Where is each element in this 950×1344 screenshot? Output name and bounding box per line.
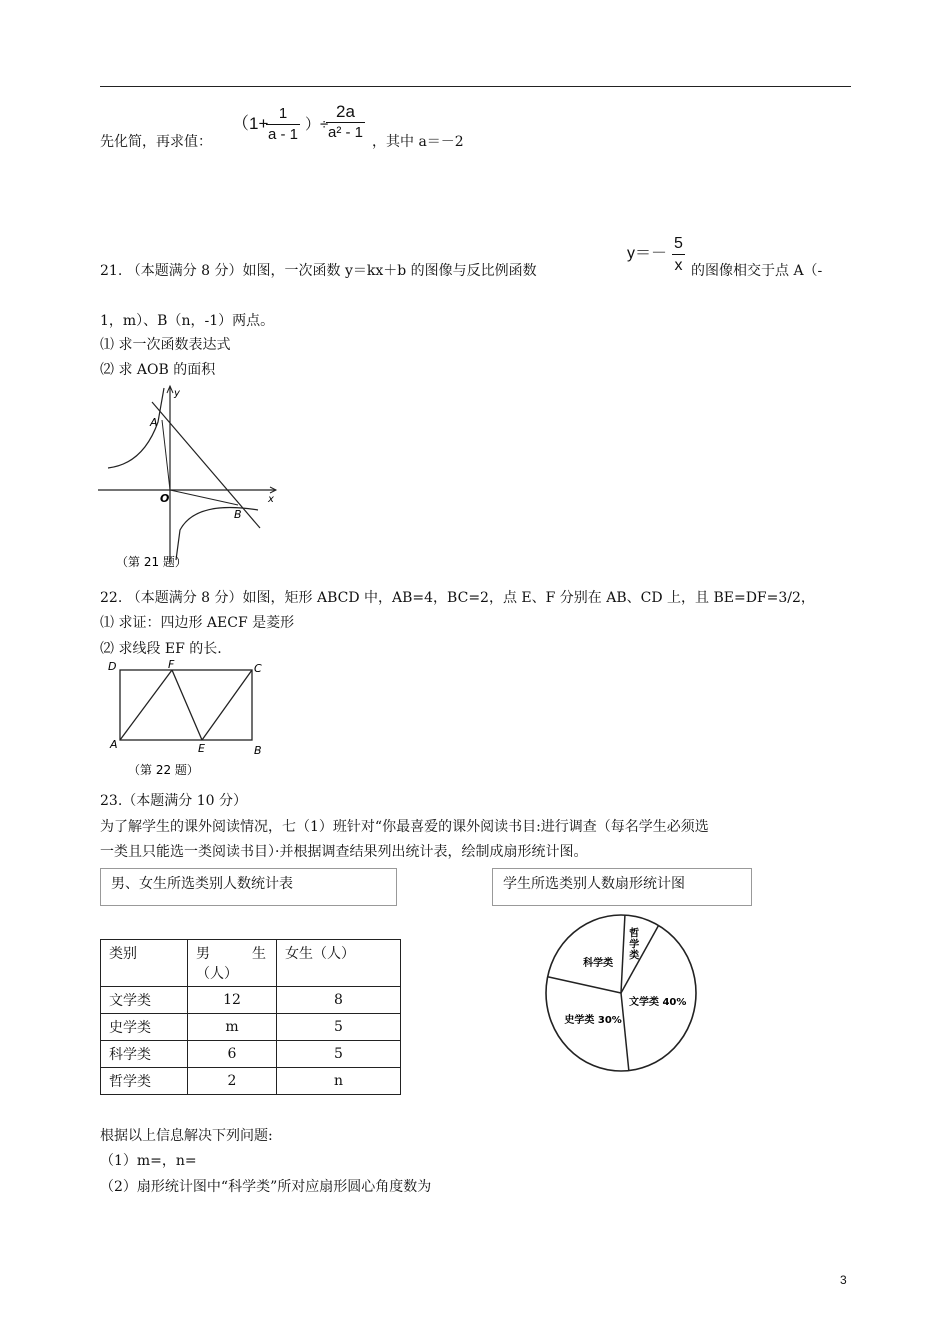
q21-sub1: ⑴ 求一次函数表达式 — [100, 337, 231, 353]
header-male-a: 男 — [196, 946, 210, 962]
q21-func-den: x — [674, 257, 683, 274]
q23-pie-caption: 学生所选类别人数扇形统计图 — [492, 868, 752, 906]
q20-frac1 — [266, 104, 300, 145]
q20-frac2 — [326, 102, 365, 143]
header-male — [188, 940, 277, 987]
q23-title: 23.（本题满分 10 分） — [100, 793, 247, 809]
table-row — [101, 987, 401, 1014]
q22-label-B: B — [254, 744, 262, 757]
pie-label: 哲学类 — [629, 928, 640, 962]
q23-after: 根据以上信息解决下列问题: — [100, 1128, 273, 1144]
q22-segment-FE — [172, 670, 202, 740]
page-number: 3 — [840, 1273, 847, 1287]
cell-male: 2 — [188, 1068, 277, 1095]
q21-figure — [98, 382, 283, 572]
q22-label-E: E — [198, 742, 205, 755]
q23-intro2: 一类且只能选一类阅读书目）·并根据调查结果列出统计表，绘制成扇形统计图。 — [100, 844, 588, 860]
header-male-c: （人） — [196, 966, 238, 982]
q22-label-F: F — [168, 658, 175, 671]
q21-segment-OA — [162, 420, 170, 490]
q21-label-A: A — [150, 416, 158, 429]
q22-figure — [104, 658, 284, 782]
q22-caption: （第 22 题） — [128, 763, 199, 777]
q22-line1: 22. （本题满分 8 分）如图，矩形 ABCD 中，AB=4，BC=2，点 E、F 分别在 AB、CD 上，且 BE=DF=3/2， — [100, 590, 815, 606]
cell-category: 哲学类 — [101, 1068, 188, 1095]
q20-paren-open: （1+ — [232, 114, 269, 133]
q23-pie-chart — [536, 910, 706, 1076]
q21-func-frac — [672, 233, 685, 276]
q22-label-D: D — [108, 660, 117, 673]
q20-lead: 先化简，再求值： — [100, 134, 212, 150]
q23-stats-table — [100, 939, 401, 1095]
q21-line1a: 21. （本题满分 8 分）如图，一次函数 y＝kx＋b 的图像与反比例函数 — [100, 263, 537, 279]
pie-slice-divider — [621, 925, 659, 993]
q21-line1b: 的图像相交于点 A（- — [691, 263, 823, 279]
pie-slice-divider — [621, 993, 629, 1071]
q22-label-C: C — [254, 662, 262, 675]
pie-slice-divider — [548, 977, 621, 993]
q20-frac1-den: a - 1 — [268, 126, 299, 143]
q22-label-A: A — [110, 738, 118, 751]
header-category: 类别 — [101, 940, 188, 987]
table-row — [101, 1014, 401, 1041]
pie-label: 史学类 30% — [564, 1015, 622, 1027]
header-female: 女生（人） — [277, 940, 401, 987]
q21-label-y: y — [174, 388, 180, 399]
cell-female: n — [277, 1068, 401, 1095]
cell-male: m — [188, 1014, 277, 1041]
q20-frac1-num: 1 — [266, 104, 300, 125]
q20-tail: ，其中 a＝－2 — [372, 134, 464, 150]
q21-label-B: B — [234, 508, 242, 521]
q21-func-lhs: y＝－ — [627, 245, 668, 262]
table-row — [101, 1041, 401, 1068]
q23-intro1: 为了解学生的课外阅读情况，七（1）班针对“你最喜爱的课外阅读书目:进行调查（每名学生必须选 — [100, 819, 709, 835]
q21-func-num: 5 — [672, 233, 685, 255]
table-header-row — [101, 940, 401, 987]
q23-table-caption: 男、女生所选类别人数统计表 — [100, 868, 397, 906]
table-row — [101, 1068, 401, 1095]
q22-segment-AF — [120, 670, 172, 740]
cell-category: 史学类 — [101, 1014, 188, 1041]
q21-linear-graph — [152, 402, 260, 528]
header-rule — [100, 86, 851, 87]
q23-sub1: （1）m=，n= — [100, 1153, 197, 1169]
q22-segment-EC — [202, 670, 252, 740]
q20-frac2-den: a² - 1 — [328, 124, 364, 141]
cell-category: 科学类 — [101, 1041, 188, 1068]
pie-slice-divider — [621, 915, 625, 993]
q21-line2: 1，m）、B（n，-1）两点。 — [100, 313, 275, 329]
cell-female: 5 — [277, 1041, 401, 1068]
q21-label-O: O — [160, 492, 170, 505]
header-male-b: 生 — [252, 946, 266, 962]
q21-label-x: x — [268, 494, 274, 505]
cell-category: 文学类 — [101, 987, 188, 1014]
q21-sub2: ⑵ 求 AOB 的面积 — [100, 362, 216, 378]
cell-female: 8 — [277, 987, 401, 1014]
q22-rectangle-ABCD — [120, 670, 252, 740]
cell-male: 12 — [188, 987, 277, 1014]
q21-hyperbola-right — [176, 508, 258, 561]
q21-caption: （第 21 题） — [116, 555, 187, 569]
q20-frac2-num: 2a — [326, 102, 365, 123]
pie-label: 文学类 40% — [628, 997, 687, 1009]
q22-sub2: ⑵ 求线段 EF 的长. — [100, 641, 222, 657]
q23-sub2: （2）扇形统计图中“科学类”所对应扇形圆心角度数为 — [100, 1179, 432, 1195]
q22-sub1: ⑴ 求证：四边形 AECF 是菱形 — [100, 615, 295, 631]
cell-female: 5 — [277, 1014, 401, 1041]
q20-paren-close: ）÷ — [305, 116, 329, 133]
q21-segment-OB — [170, 490, 238, 505]
pie-label: 科学类 — [583, 958, 614, 970]
cell-male: 6 — [188, 1041, 277, 1068]
